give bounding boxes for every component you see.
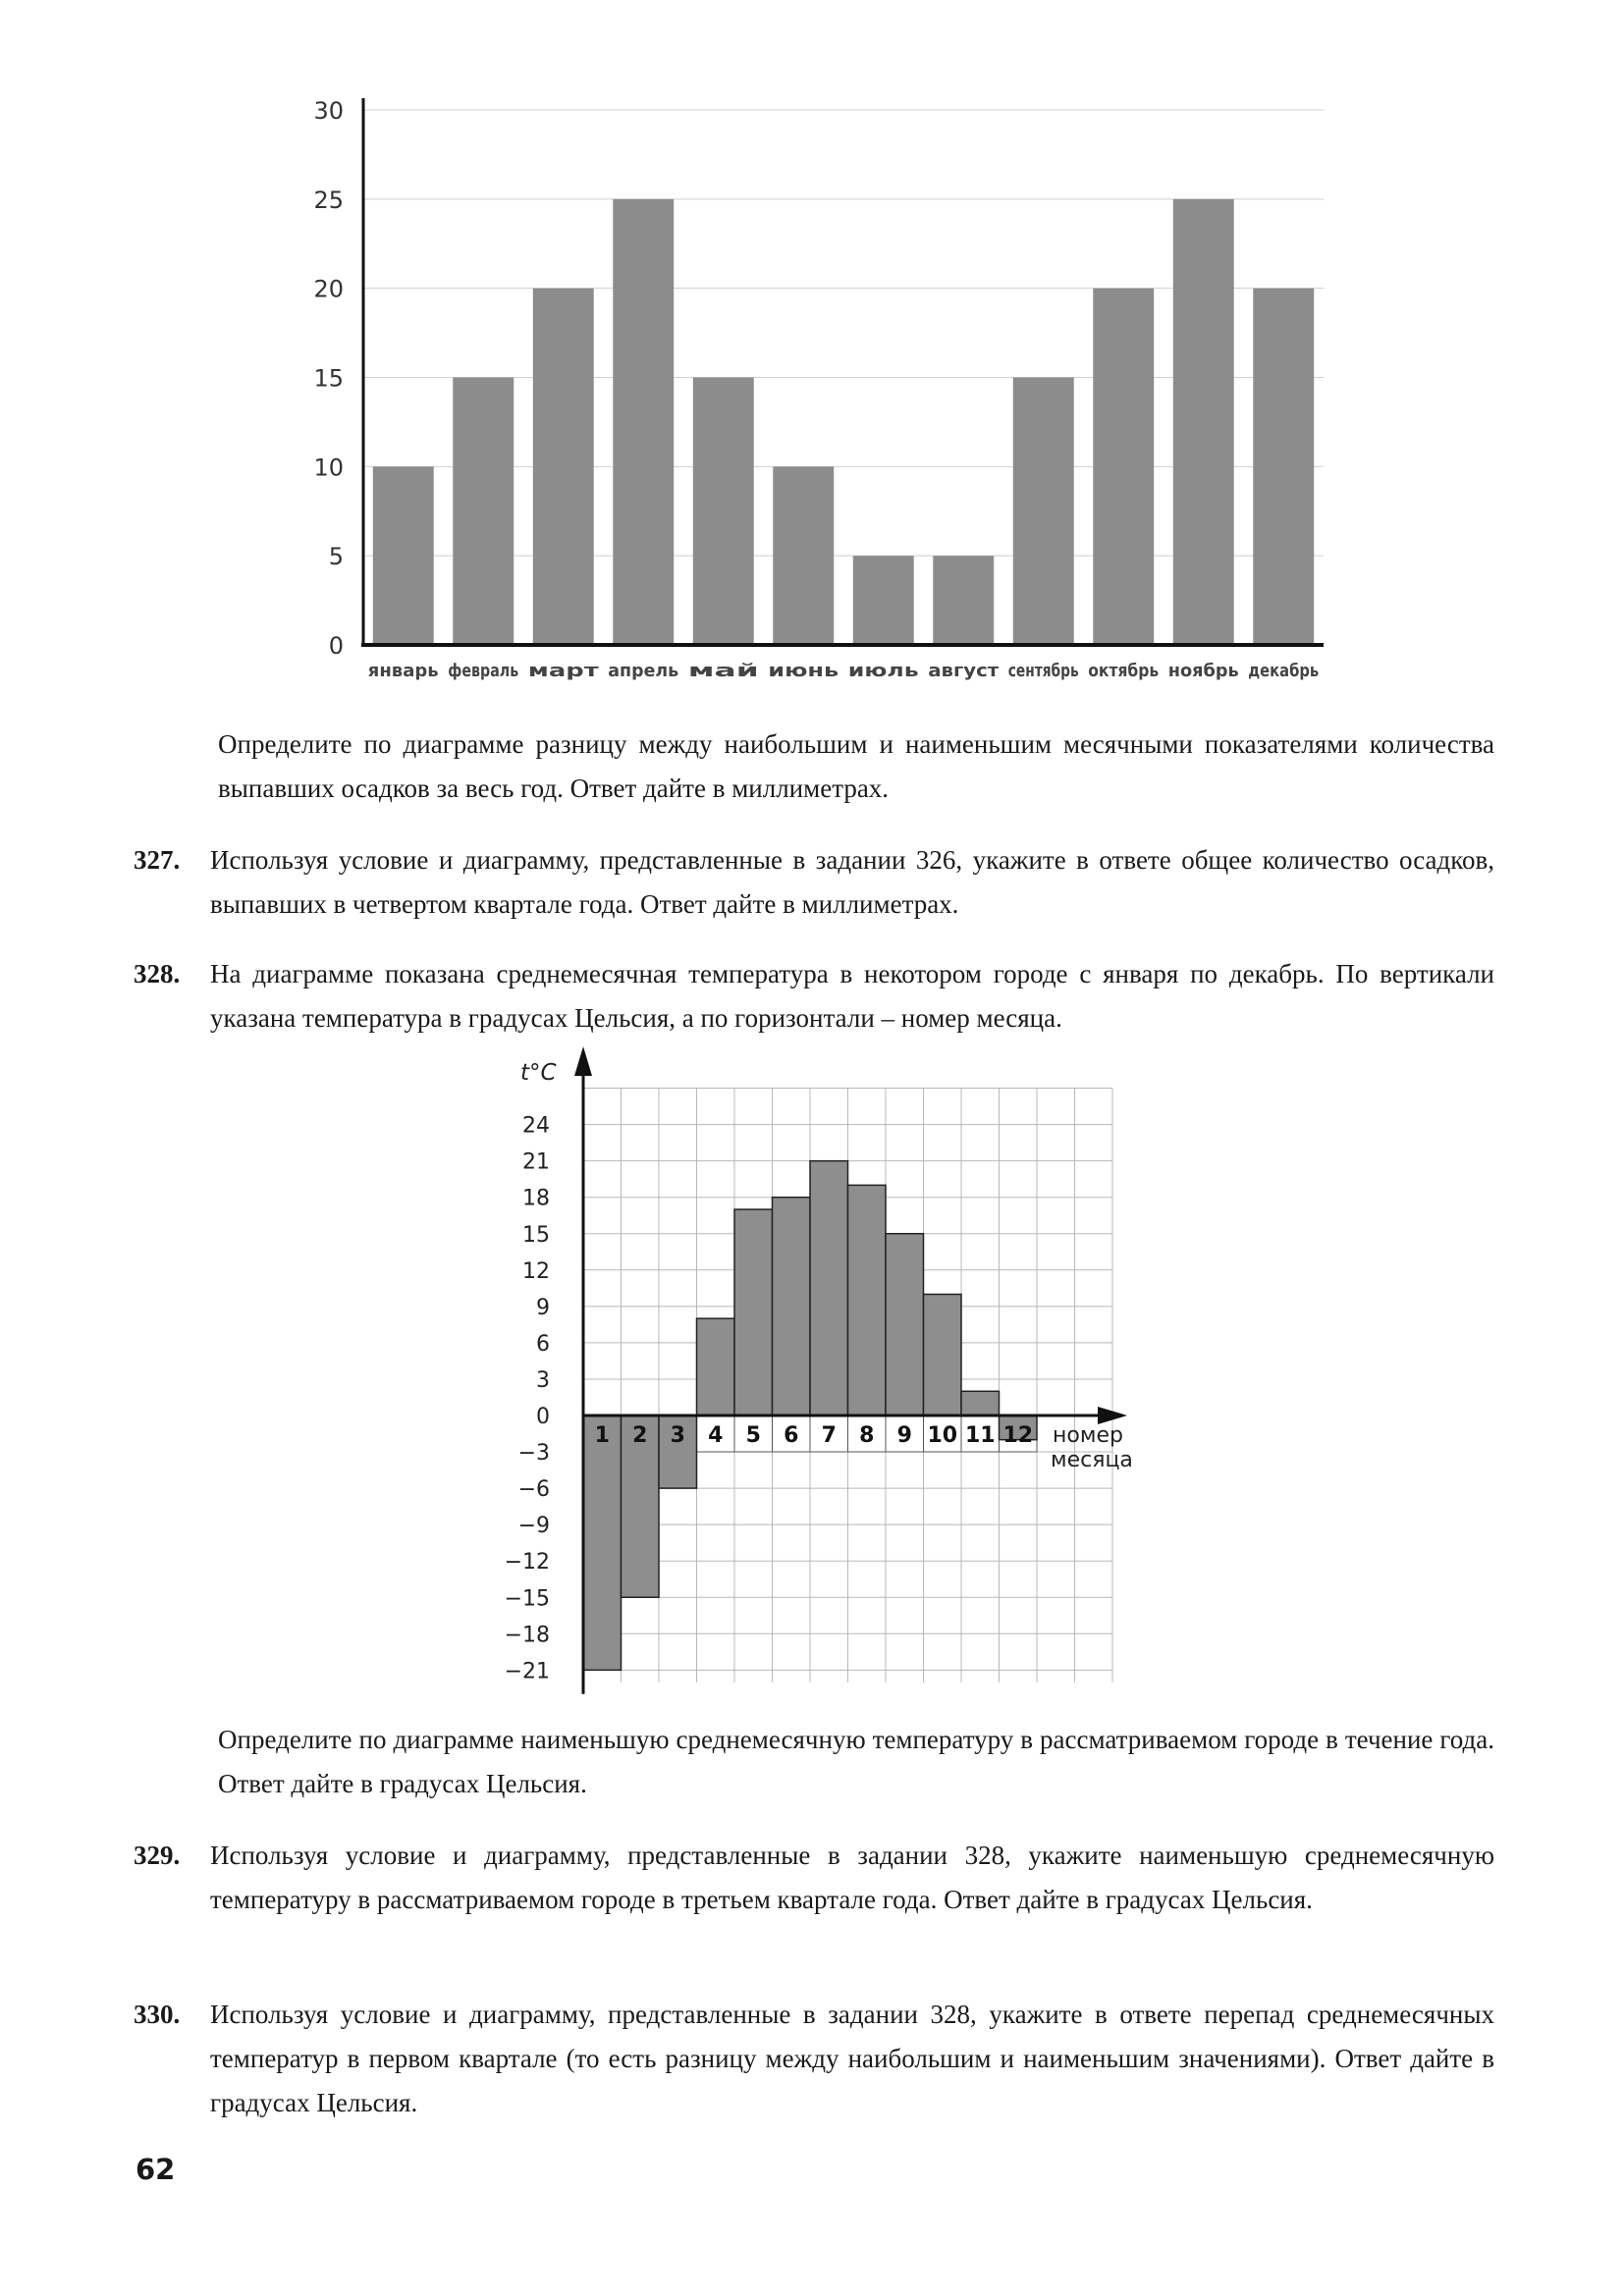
y-tick-label: 15 [313, 364, 344, 393]
bar-март [533, 289, 594, 645]
bar-август [933, 556, 994, 645]
x-tick-label: 11 [964, 1423, 996, 1448]
x-tick-label: 3 [670, 1423, 685, 1448]
task-328-number: 328. [134, 959, 181, 988]
x-tick-label: май [687, 661, 759, 681]
bar-апрель [613, 199, 674, 645]
x-tick-label: октябрь [1088, 661, 1160, 681]
y-tick-label: 10 [313, 454, 344, 482]
y-tick-label: 6 [536, 1331, 550, 1357]
task-328 [134, 952, 1494, 1041]
x-tick-label: 12 [1002, 1423, 1034, 1448]
y-tick-label: −15 [504, 1586, 550, 1612]
x-tick-label: 10 [927, 1423, 958, 1448]
bar-month-9 [886, 1234, 924, 1415]
bar-ноябрь [1173, 199, 1234, 645]
y-tick-label: −9 [517, 1514, 550, 1539]
y-tick-label: 25 [313, 186, 344, 214]
y-tick-label: 0 [328, 632, 344, 660]
bar-month-11 [961, 1391, 1000, 1415]
x-tick-label: 8 [859, 1423, 875, 1448]
bar-month-4 [697, 1318, 735, 1415]
x-tick-label: июль [847, 661, 919, 681]
y-tick-label: 20 [313, 275, 344, 303]
x-tick-label: 2 [632, 1423, 648, 1448]
page-number: 62 [135, 2153, 176, 2186]
precipitation-bar-chart [0, 0, 1624, 697]
x-tick-label: 1 [594, 1423, 610, 1448]
task-329-text: Используя условие и диаграмму, представленные в задании 328, укажите наименьшую среднемесячную температуру в рассматриваемом городе в третьем квартале года. Ответ дайте в градусах Цельсия. [210, 1841, 1494, 1914]
x-tick-label: 5 [745, 1423, 761, 1448]
y-tick-label: 24 [522, 1113, 550, 1139]
task-329 [134, 1834, 1494, 1922]
task-327-number: 327. [134, 845, 181, 875]
task-330-text: Используя условие и диаграмму, представленные в задании 328, укажите в ответе перепад среднемесячных температур в первом квартале (то есть разницу между наибольшим и наименьшим значениями). Ответ дайте в градусах Цельсия. [210, 2000, 1494, 2117]
y-axis-label: t°C [520, 1060, 557, 1086]
x-axis-label-line2: месяца [1051, 1448, 1133, 1472]
x-tick-label: сентябрь [1007, 661, 1079, 681]
y-tick-label: −21 [504, 1659, 550, 1684]
bar-month-1 [583, 1415, 622, 1670]
x-tick-label: февраль [448, 661, 519, 681]
y-tick-label: 0 [536, 1405, 550, 1429]
x-tick-label: август [928, 661, 1000, 681]
task-328-question: Определите по диаграмме наименьшую среднемесячную температуру в рассматриваемом городе в течение года. Ответ дайте в градусах Цельсия. [218, 1725, 1494, 1798]
task-327-text: Используя условие и диаграмму, представленные в задании 326, укажите в ответе общее количество осадков, выпавших в четвертом квартале года. Ответ дайте в миллиметрах. [210, 845, 1494, 919]
x-tick-label: июнь [768, 661, 839, 681]
bar-month-5 [734, 1209, 773, 1415]
bar-июнь [773, 466, 834, 645]
bar-month-8 [848, 1185, 887, 1415]
bar-month-6 [773, 1198, 811, 1415]
task-326-question: Определите по диаграмме разницу между наибольшим и наименьшим месячными показателями количества выпавших осадков за весь год. Ответ дайте в миллиметрах. [218, 729, 1494, 803]
y-tick-label: −3 [517, 1441, 550, 1467]
y-tick-label: −18 [504, 1623, 550, 1648]
x-tick-label: март [527, 661, 600, 681]
y-tick-label: 9 [536, 1295, 550, 1320]
y-tick-label: 21 [522, 1149, 550, 1175]
y-tick-label: 15 [522, 1222, 550, 1248]
x-tick-label: 9 [896, 1423, 912, 1448]
y-tick-label: −6 [517, 1477, 550, 1503]
x-axis-label-line1: номер [1053, 1423, 1123, 1448]
y-tick-label: 12 [522, 1258, 550, 1284]
bar-июль [853, 556, 914, 645]
bar-month-10 [924, 1295, 962, 1416]
bar-октябрь [1093, 289, 1154, 645]
x-tick-label: апрель [608, 661, 679, 681]
y-tick-label: 18 [522, 1186, 550, 1211]
x-tick-label: 7 [821, 1423, 837, 1448]
task-330-number: 330. [134, 2000, 181, 2029]
x-tick-label: ноябрь [1167, 661, 1239, 681]
x-tick-label: 4 [708, 1423, 724, 1448]
y-tick-label: 30 [313, 97, 344, 125]
y-tick-label: 5 [328, 543, 344, 571]
bar-май [693, 378, 754, 646]
task-327 [134, 838, 1494, 927]
task-328-text: На диаграмме показана среднемесячная температура в некотором городе с января по декабрь. По вертикали указана температура в градусах Цельсия, а по горизонтали – номер месяца. [210, 959, 1494, 1033]
y-axis-arrow [574, 1046, 592, 1076]
x-tick-label: 6 [784, 1423, 799, 1448]
y-tick-label: 3 [536, 1367, 550, 1393]
task-329-number: 329. [134, 1841, 181, 1870]
bar-январь [373, 466, 434, 645]
y-tick-label: −12 [504, 1550, 550, 1575]
task-330 [134, 1993, 1494, 2125]
bar-сентябрь [1013, 378, 1074, 646]
bar-декабрь [1253, 289, 1314, 645]
temperature-bar-chart [0, 1041, 1624, 1698]
bar-month-7 [810, 1161, 848, 1415]
x-tick-label: январь [367, 661, 439, 681]
x-tick-label: декабрь [1248, 661, 1320, 681]
bar-февраль [453, 378, 514, 646]
